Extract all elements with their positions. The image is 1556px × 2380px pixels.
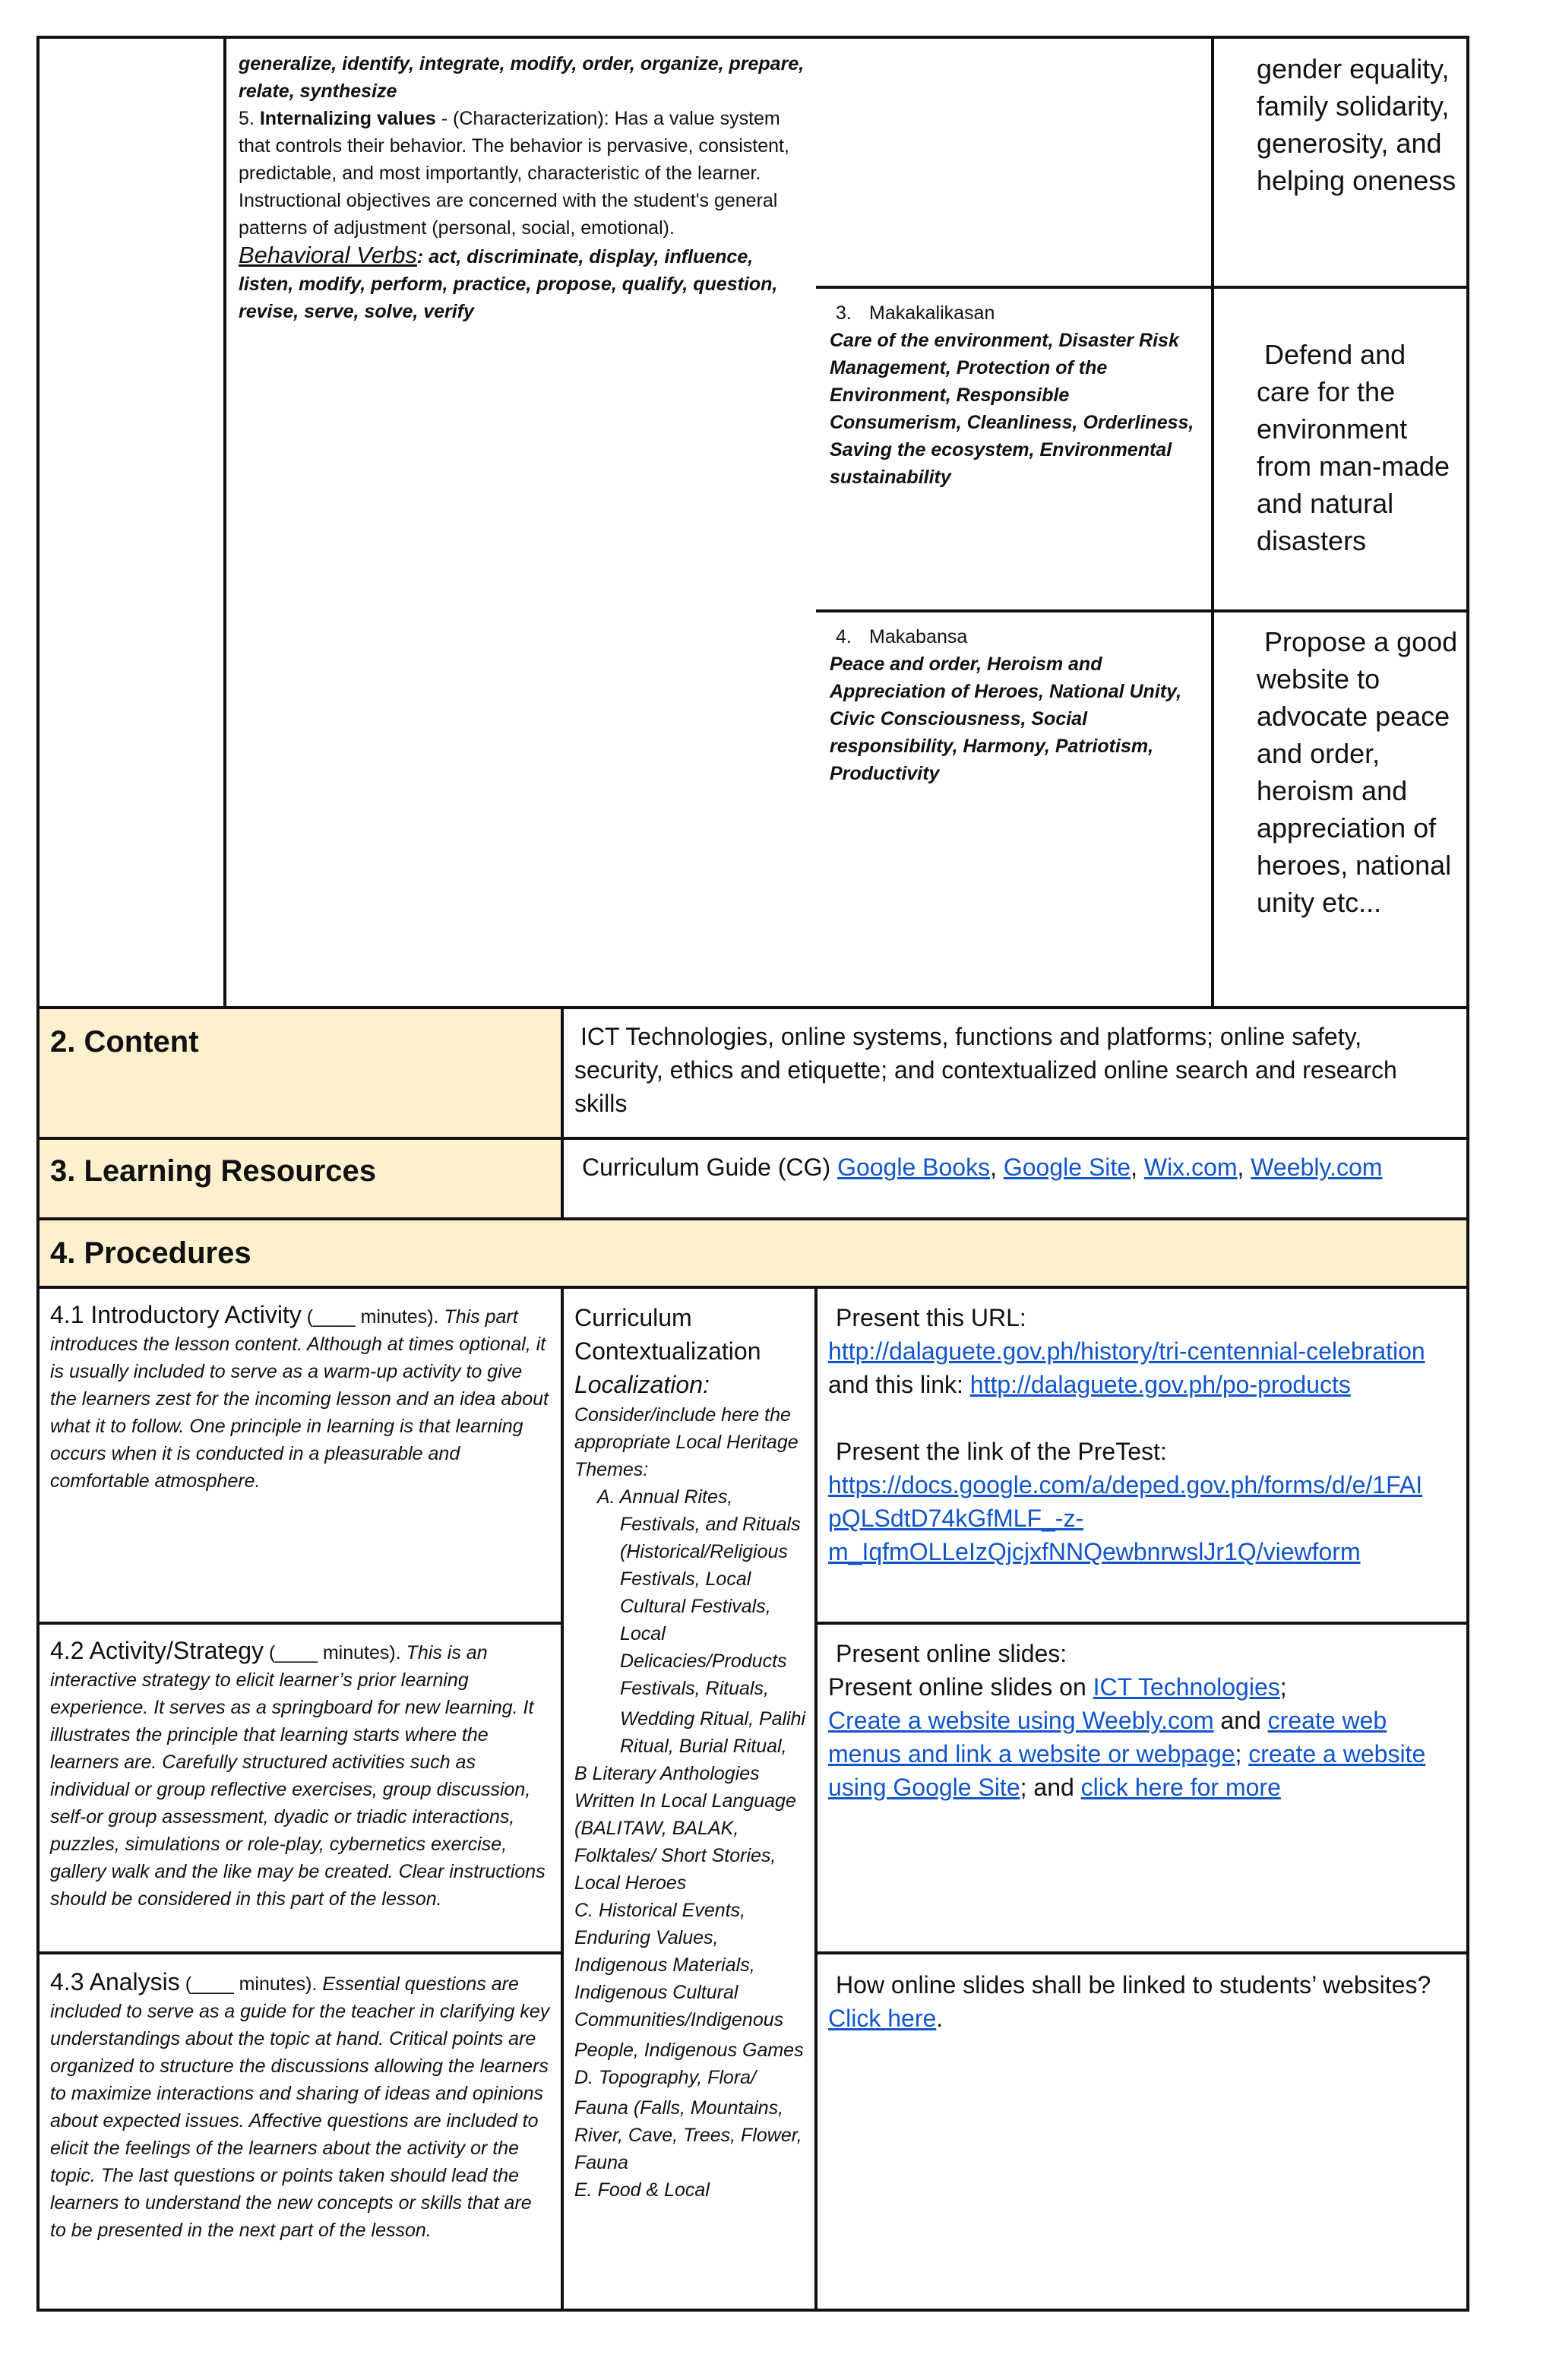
- objective-environment: Defend and care for the environment from man-made and natural disasters: [1257, 339, 1450, 556]
- slides-prefix: Present online slides on: [828, 1673, 1093, 1701]
- theme-item-a-cont: Wedding Ritual, Palihi Ritual, Burial Ritual,: [620, 1708, 806, 1757]
- step-description: Essential questions are included to serve as a guide for the teacher in clarifying key understandings about the topic at hand. Critical points are organized to structure the discussions allowing the learners to maximize interactions and sharing of ideas and opinions about expected issues. Affective questions are included to elicit the feelings of the learners about the activity or the topic. The last questions or points taken should lead the learners to understand the new concepts or skills that are to be presented in the next part of the lesson.: [50, 1973, 550, 2241]
- theme-item-d: D. Topography, Flora/: [574, 2067, 757, 2088]
- theme-makakalikasan: [830, 299, 1202, 491]
- table-border: [814, 1622, 1469, 1625]
- table-border: [561, 1286, 564, 2312]
- theme-item-c-cont: People, Indigenous Games: [574, 2040, 804, 2061]
- affective-domain-text: [239, 50, 807, 325]
- theme-title: Makabansa: [869, 626, 968, 647]
- table-border: [36, 1006, 1469, 1009]
- table-border: [36, 1217, 1469, 1220]
- item-body: - (Characterization): Has a value system that controls their behavior. The behavior is pervasive, consistent, predictable, and most importantly, characteristic of the learner. Instructional objectives are concerned with the student's general patterns of adjustment (personal, social, emotional).: [239, 108, 789, 239]
- internalizing-item: [239, 105, 807, 242]
- theme-item-e: E. Food & Local: [574, 2179, 710, 2201]
- resources-prefix: Curriculum Guide (CG): [582, 1154, 838, 1181]
- item-title: Internalizing values: [259, 108, 436, 129]
- objective-gender-equality: gender equality, family solidarity, generosity, and helping oneness: [1257, 53, 1456, 196]
- theme-list: Peace and order, Heroism and Appreciation of Heroes, National Unity, Civic Consciousness, Social responsibility, Harmony, Patriotism, Productivity: [830, 654, 1182, 784]
- item-number: 5.: [239, 108, 255, 129]
- contextualization-title: Curriculum Contextualization: [574, 1304, 761, 1365]
- theme-makabansa: [830, 623, 1202, 787]
- table-border: [1466, 36, 1469, 1009]
- table-border: [816, 286, 1469, 289]
- step-title: 4.1 Introductory Activity: [50, 1301, 302, 1328]
- link-click-here-more[interactable]: click here for more: [1080, 1774, 1281, 1801]
- localization-label: Localization:: [574, 1371, 710, 1398]
- step-description: This part introduces the lesson content. Although at times optional, it is usually included to serve as a warm-up activity to give the learners zest for the incoming lesson and an idea about what it to follow. One principle in learning is that learning occurs when it is conducted in a pleasurable and comfortable atmosphere.: [50, 1306, 549, 1492]
- verbs-list: generalize, identify, integrate, modify, order, organize, prepare, relate, synthesize: [239, 53, 805, 102]
- theme-item-a: [574, 1483, 810, 1702]
- link-po-products[interactable]: http://dalaguete.gov.ph/po-products: [969, 1371, 1351, 1398]
- theme-item-d-cont: Fauna (Falls, Mountains, River, Cave, Trees, Flower, Fauna: [574, 2097, 802, 2173]
- step-minutes: (____ minutes).: [268, 1642, 401, 1663]
- pretest-link-line: https://docs.google.com/a/deped.gov.ph/forms/d/e/1FAI: [828, 1471, 1423, 1499]
- procedures-heading: 4. Procedures: [50, 1236, 251, 1270]
- activity-strategy-links: Present online slides: Present online slides on ICT Technologies; Create a website using Weebly.com and create web menus and link a website or webpage; create a website using Google Site; and click here for more: [828, 1637, 1463, 1804]
- step-minutes: (____ minutes).: [185, 1973, 318, 1995]
- learning-resources-text: Curriculum Guide (CG) Google Books, Google Site, Wix.com, Weebly.com: [582, 1154, 1383, 1181]
- pretest-label: Present the link of the PreTest:: [836, 1438, 1167, 1465]
- table-border: [1466, 1006, 1469, 2312]
- table-border: [36, 36, 40, 1009]
- content-text: ICT Technologies, online systems, functions and platforms; online safety, security, ethics and etiquette; and contextualized online search and research skills: [574, 1023, 1397, 1117]
- step-minutes: (____ minutes).: [306, 1306, 439, 1328]
- behavioral-verbs: [239, 242, 807, 325]
- introductory-activity-links: [828, 1301, 1463, 1568]
- content-heading: 2. Content: [50, 1025, 199, 1059]
- learning-resources-heading: 3. Learning Resources: [50, 1154, 377, 1188]
- pretest-link-line: pQLSdtD74kGfMLF_-z-: [828, 1505, 1084, 1532]
- table-border: [36, 36, 1469, 39]
- table-border: [814, 1951, 1469, 1954]
- behavioral-verbs-list: : act, discriminate, display, influence, listen, modify, perform, practice, propose, qualify, question, revise, serve, solve, verify: [239, 246, 778, 322]
- link-web-menus[interactable]: create web menus and link a website or webpage: [828, 1707, 1387, 1768]
- localization-intro: Consider/include here the appropriate Local Heritage Themes:: [574, 1404, 799, 1480]
- step-activity-strategy: [50, 1637, 552, 1913]
- procedures-heading-cell: [38, 1219, 1468, 1287]
- step-analysis: [50, 1968, 552, 2244]
- table-border: [36, 1137, 1469, 1140]
- table-border: [36, 1622, 562, 1625]
- curriculum-contextualization: [574, 1301, 810, 2204]
- link-google-books[interactable]: Google Books: [837, 1154, 991, 1181]
- and-this-link-label: and this link:: [828, 1371, 970, 1398]
- theme-number: 4.: [836, 626, 852, 647]
- link-weebly-website[interactable]: Create a website using Weebly.com: [828, 1707, 1214, 1734]
- theme-list: Care of the environment, Disaster Risk Management, Protection of the Environment, Responsible Consumerism, Cleanliness, Orderliness, Saving the ecosystem, Environmental sustainability: [830, 330, 1194, 488]
- table-border: [561, 1006, 564, 1219]
- step-description: This is an interactive strategy to elicit learner’s prior learning experience. It serves as a springboard for new learning. It illustrates the principle that learning starts where the learners are. Carefully structured activities such as individual or group reflective exercises, group discussion, self-or group assessment, dyadic or triadic interactions, puzzles, simulations or role-play, cybernetics exercise, gallery walk and the like may be created. Clear instructions should be considered in this part of the lesson.: [50, 1642, 546, 1910]
- table-border: [36, 2309, 1469, 2312]
- table-border: [36, 1286, 1469, 1289]
- link-wix[interactable]: Wix.com: [1143, 1154, 1238, 1181]
- item-label: A.: [597, 1486, 615, 1508]
- analysis-question: How online slides shall be linked to students’ websites?: [836, 1971, 1431, 1999]
- theme-number: 3.: [836, 302, 852, 324]
- analysis-links: How online slides shall be linked to students’ websites? Click here.: [828, 1971, 1431, 2032]
- objective-website: Propose a good website to advocate peace and order, heroism and appreciation of heroes, national unity etc...: [1257, 626, 1458, 918]
- link-weebly[interactable]: Weebly.com: [1251, 1154, 1383, 1181]
- present-slides-label: Present online slides:: [836, 1640, 1067, 1667]
- link-pretest[interactable]: [828, 1468, 1463, 1568]
- table-border: [816, 609, 1469, 612]
- present-url-label: Present this URL:: [836, 1304, 1026, 1331]
- theme-item-b: B Literary Anthologies Written In Local Language (BALITAW, BALAK, Folktales/ Short Stories, Local Heroes: [574, 1763, 796, 1894]
- theme-item-c: C. Historical Events, Enduring Values, Indigenous Materials, Indigenous Cultural Communities/Indigenous: [574, 1900, 784, 2030]
- link-google-site-website[interactable]: create a website using Google Site: [828, 1740, 1426, 1801]
- and-text: ; and: [1020, 1774, 1081, 1801]
- table-border: [1211, 36, 1214, 1009]
- theme-title: Makakalikasan: [869, 302, 995, 324]
- link-click-here[interactable]: Click here: [828, 2005, 937, 2032]
- table-border: [36, 1951, 562, 1954]
- link-ict-technologies[interactable]: ICT Technologies: [1093, 1673, 1280, 1701]
- link-tri-centennial[interactable]: http://dalaguete.gov.ph/history/tri-centennial-celebration: [828, 1337, 1425, 1365]
- step-title: 4.2 Activity/Strategy: [50, 1637, 264, 1664]
- item-text: Annual Rites, Festivals, and Rituals (Historical/Religious Festivals, Local Cultural Festivals, Local Delicacies/Products Festivals, Rituals,: [619, 1486, 801, 1699]
- pretest-link-line: m_IqfmOLLeIzQjcjxfNNQewbnrwslJr1Q/viewform: [828, 1538, 1361, 1565]
- behavioral-verbs-label: Behavioral Verbs: [239, 242, 417, 268]
- table-border: [814, 1286, 818, 2312]
- table-border: [223, 36, 226, 1009]
- and-text: and: [1213, 1707, 1268, 1734]
- step-title: 4.3 Analysis: [50, 1968, 180, 1995]
- link-google-site[interactable]: Google Site: [1003, 1154, 1131, 1181]
- step-introductory-activity: [50, 1301, 552, 1495]
- table-border: [36, 1006, 40, 2312]
